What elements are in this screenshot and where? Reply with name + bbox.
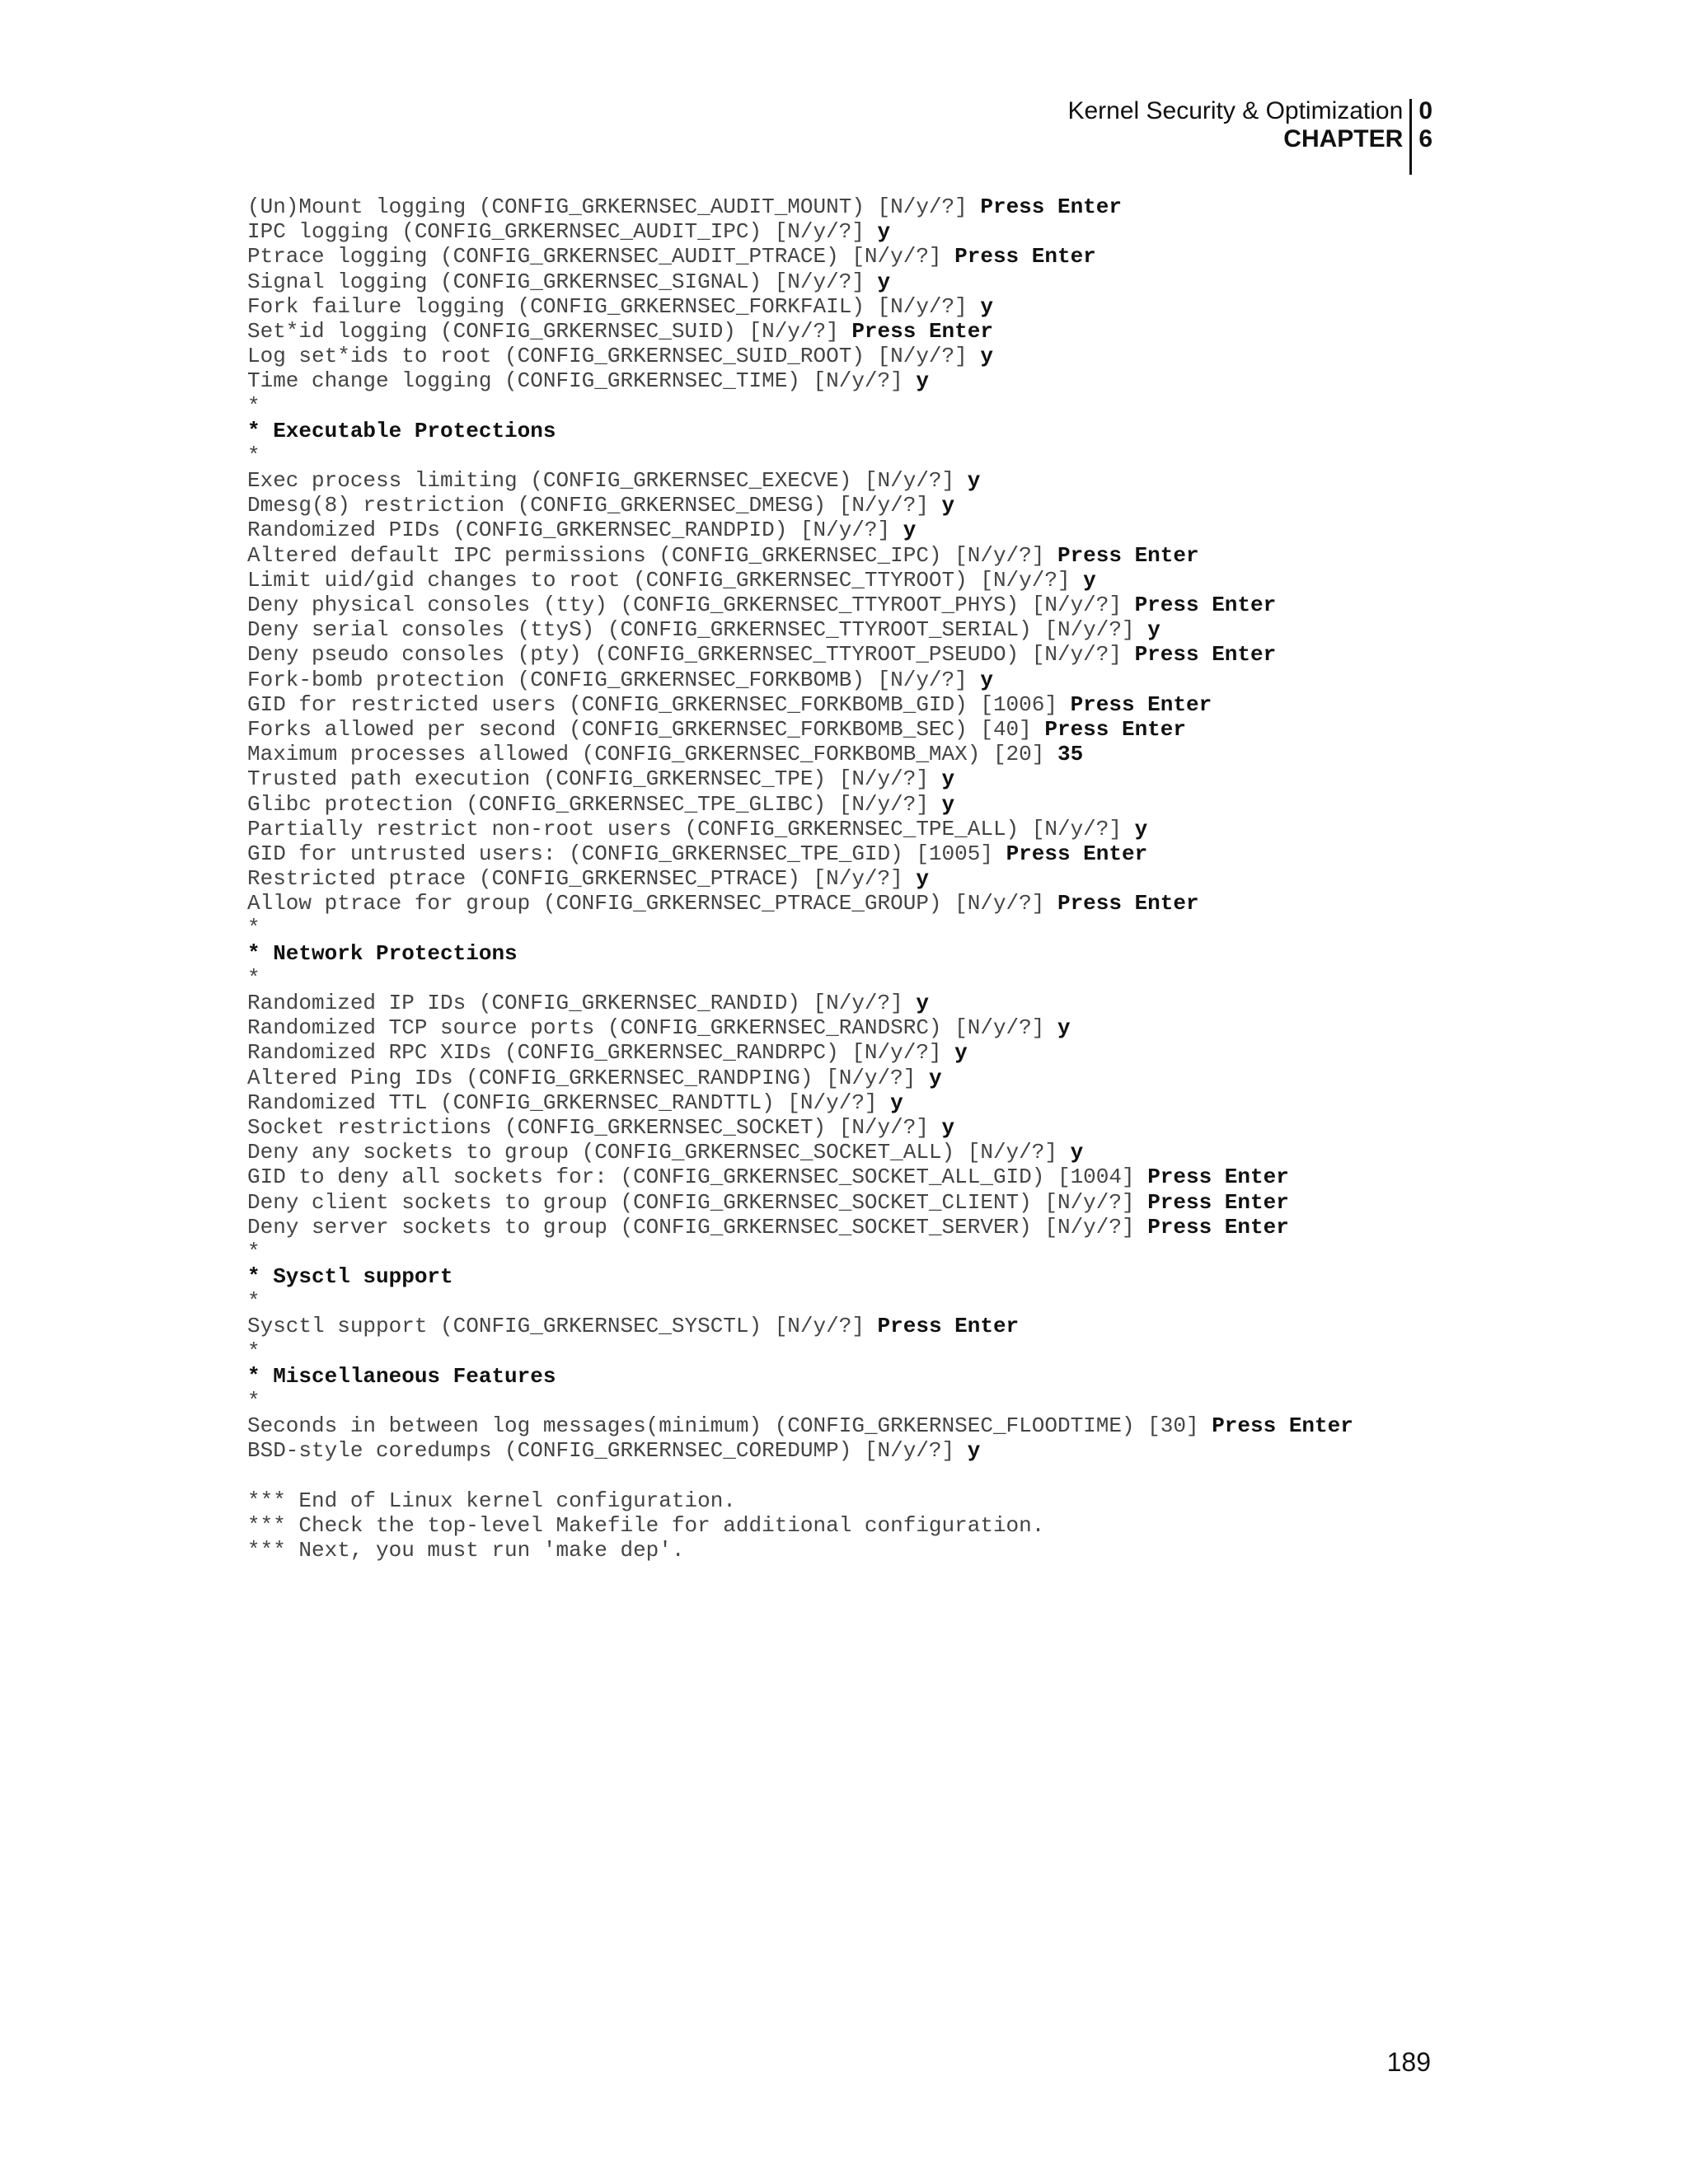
prompt-text: * xyxy=(247,393,260,419)
listing-line xyxy=(247,1413,1484,1438)
prompt-text: * xyxy=(247,916,260,941)
user-response: Press Enter xyxy=(877,1314,1020,1339)
listing-line xyxy=(247,668,1484,692)
listing-line xyxy=(247,1115,1484,1140)
user-response: y xyxy=(967,1438,981,1464)
listing-line xyxy=(247,368,1484,393)
user-response: y xyxy=(928,1065,942,1090)
prompt-text: Forks allowed per second (CONFIG_GRKERNSEC_FORKBOMB_SEC) [40] xyxy=(247,716,1045,742)
user-response: y xyxy=(903,518,917,543)
listing-line xyxy=(247,766,1484,791)
header-title: Kernel Security & Optimization xyxy=(1067,97,1404,124)
listing-line xyxy=(247,344,1484,368)
prompt-text: Ptrace logging (CONFIG_GRKERNSEC_AUDIT_PTRACE) [N/y/?] xyxy=(247,244,955,269)
page-number: 189 xyxy=(1386,2047,1431,2077)
user-response: Press Enter xyxy=(1147,1189,1289,1215)
listing-line xyxy=(247,394,1484,419)
user-response: y xyxy=(916,368,929,394)
user-response: Press Enter xyxy=(980,194,1122,219)
listing-line xyxy=(247,244,1484,269)
section-heading xyxy=(247,419,1484,443)
prompt-text: Fork failure logging (CONFIG_GRKERNSEC_FORKFAIL) [N/y/?] xyxy=(247,293,981,319)
user-response: y xyxy=(941,791,955,817)
listing-line xyxy=(247,518,1484,542)
prompt-text: Deny physical consoles (tty) (CONFIG_GRKERNSEC_TTYROOT_PHYS) [N/y/?] xyxy=(247,593,1135,617)
user-response: Press Enter xyxy=(1057,891,1199,916)
prompt-text: *** Next, you must run 'make dep'. xyxy=(247,1538,685,1563)
user-response: y xyxy=(1057,1015,1071,1041)
prompt-text: GID for restricted users (CONFIG_GRKERNSEC_FORKBOMB_GID) [1006] xyxy=(247,691,1071,717)
prompt-text: Partially restrict non-root users (CONFIG_GRKERNSEC_TPE_ALL) [N/y/?] xyxy=(247,816,1135,841)
prompt-text: Socket restrictions (CONFIG_GRKERNSEC_SOCKET) [N/y/?] xyxy=(247,1114,942,1140)
listing-line xyxy=(247,991,1484,1015)
listing-line xyxy=(247,219,1484,244)
user-response: y xyxy=(877,269,891,294)
section-heading-text: * Network Protections xyxy=(247,940,518,966)
user-response: y xyxy=(1070,1140,1084,1165)
prompt-text: *** Check the top-level Makefile for additional configuration. xyxy=(247,1512,1045,1538)
user-response: Press Enter xyxy=(1070,691,1212,717)
listing-line xyxy=(247,194,1484,219)
listing-line xyxy=(247,692,1484,717)
user-response: y xyxy=(1134,816,1148,841)
user-response: y xyxy=(890,1090,903,1115)
listing-line xyxy=(247,493,1484,518)
prompt-text: Altered Ping IDs (CONFIG_GRKERNSEC_RANDPING) [N/y/?] xyxy=(247,1065,929,1090)
user-response: y xyxy=(980,344,993,369)
config-listing xyxy=(247,194,1484,1563)
chapter-number-digit-1: 0 xyxy=(1418,97,1432,124)
prompt-text: Signal logging (CONFIG_GRKERNSEC_SIGNAL) [N/y/?] xyxy=(247,269,878,294)
listing-line xyxy=(247,642,1484,667)
prompt-text: * xyxy=(247,1239,260,1264)
prompt-text: Log set*ids to root (CONFIG_GRKERNSEC_SUID_ROOT) [N/y/?] xyxy=(247,344,981,369)
header-text xyxy=(1067,97,1409,175)
prompt-text: Altered default IPC permissions (CONFIG_GRKERNSEC_IPC) [N/y/?] xyxy=(247,542,1057,568)
user-response: y xyxy=(954,1040,968,1066)
user-response: y xyxy=(1147,617,1160,643)
listing-line xyxy=(247,1015,1484,1040)
user-response: y xyxy=(916,866,929,892)
listing-line xyxy=(247,1090,1484,1115)
listing-line xyxy=(247,1165,1484,1189)
prompt-text: Seconds in between log messages(minimum) (CONFIG_GRKERNSEC_FLOODTIME) [30] xyxy=(247,1413,1212,1439)
user-response: y xyxy=(941,1114,955,1140)
section-heading xyxy=(247,941,1484,966)
listing-line xyxy=(247,1190,1484,1215)
prompt-text: Deny pseudo consoles (pty) (CONFIG_GRKERNSEC_TTYROOT_PSEUDO) [N/y/?] xyxy=(247,642,1135,668)
prompt-text: Allow ptrace for group (CONFIG_GRKERNSEC_PTRACE_GROUP) [N/y/?] xyxy=(247,891,1057,916)
listing-line xyxy=(247,891,1484,916)
listing-line xyxy=(247,1140,1484,1165)
listing-line xyxy=(247,916,1484,940)
prompt-text: Randomized RPC XIDs (CONFIG_GRKERNSEC_RANDRPC) [N/y/?] xyxy=(247,1040,955,1066)
listing-line xyxy=(247,443,1484,468)
user-response: 35 xyxy=(1057,742,1084,767)
listing-line xyxy=(247,294,1484,319)
user-response: y xyxy=(916,991,929,1015)
listing-line xyxy=(247,742,1484,766)
prompt-text: Randomized PIDs (CONFIG_GRKERNSEC_RANDPID) [N/y/?] xyxy=(247,518,903,543)
listing-line xyxy=(247,841,1484,866)
prompt-text: * xyxy=(247,1289,260,1315)
prompt-text: Time change logging (CONFIG_GRKERNSEC_TIME) [N/y/?] xyxy=(247,368,917,394)
prompt-text: Exec process limiting (CONFIG_GRKERNSEC_EXECVE) [N/y/?] xyxy=(247,468,968,494)
listing-line xyxy=(247,717,1484,742)
listing-line xyxy=(247,593,1484,617)
user-response: Press Enter xyxy=(1212,1413,1353,1439)
prompt-text: Deny client sockets to group (CONFIG_GRKERNSEC_SOCKET_CLIENT) [N/y/?] xyxy=(247,1189,1148,1215)
listing-line xyxy=(247,543,1484,568)
listing-line xyxy=(247,617,1484,642)
prompt-text: Limit uid/gid changes to root (CONFIG_GRKERNSEC_TTYROOT) [N/y/?] xyxy=(247,567,1084,593)
listing-line xyxy=(247,1215,1484,1240)
header-chapter-label: CHAPTER xyxy=(1283,125,1404,152)
user-response: y xyxy=(941,766,955,792)
prompt-text: Fork-bomb protection (CONFIG_GRKERNSEC_FORKBOMB) [N/y/?] xyxy=(247,667,981,692)
user-response: Press Enter xyxy=(954,244,1096,269)
listing-line xyxy=(247,1538,1484,1563)
section-heading xyxy=(247,1264,1484,1289)
prompt-text: Trusted path execution (CONFIG_GRKERNSEC_TPE) [N/y/?] xyxy=(247,766,942,792)
prompt-text: Randomized TTL (CONFIG_GRKERNSEC_RANDTTL) [N/y/?] xyxy=(247,1090,891,1115)
prompt-text: Set*id logging (CONFIG_GRKERNSEC_SUID) [N/y/?] xyxy=(247,318,852,344)
user-response: y xyxy=(1083,567,1096,593)
listing-line xyxy=(247,792,1484,817)
prompt-text: Maximum processes allowed (CONFIG_GRKERNSEC_FORKBOMB_MAX) [20] xyxy=(247,742,1057,767)
prompt-text: * xyxy=(247,965,260,991)
prompt-text: BSD-style coredumps (CONFIG_GRKERNSEC_COREDUMP) [N/y/?] xyxy=(247,1438,968,1464)
prompt-text: IPC logging (CONFIG_GRKERNSEC_AUDIT_IPC) [N/y/?] xyxy=(247,219,878,245)
listing-line xyxy=(247,1339,1484,1364)
prompt-text: GID to deny all sockets for: (CONFIG_GRKERNSEC_SOCKET_ALL_GID) [1004] xyxy=(247,1165,1148,1190)
prompt-text: Dmesg(8) restriction (CONFIG_GRKERNSEC_DMESG) [N/y/?] xyxy=(247,493,942,518)
prompt-text: Restricted ptrace (CONFIG_GRKERNSEC_PTRACE) [N/y/?] xyxy=(247,866,917,892)
user-response: Press Enter xyxy=(1044,716,1186,742)
listing-line xyxy=(247,966,1484,991)
section-heading xyxy=(247,1364,1484,1389)
user-response: Press Enter xyxy=(1057,542,1199,568)
user-response: y xyxy=(941,493,955,518)
listing-line xyxy=(247,1464,1484,1488)
prompt-text: (Un)Mount logging (CONFIG_GRKERNSEC_AUDIT_MOUNT) [N/y/?] xyxy=(247,194,981,219)
user-response: Press Enter xyxy=(1134,593,1277,617)
prompt-text: * xyxy=(247,1389,260,1413)
prompt-text: Deny serial consoles (ttyS) (CONFIG_GRKERNSEC_TTYROOT_SERIAL) [N/y/?] xyxy=(247,617,1148,643)
user-response: Press Enter xyxy=(1006,841,1148,866)
listing-line xyxy=(247,1040,1484,1065)
user-response: Press Enter xyxy=(1147,1165,1289,1190)
prompt-text: GID for untrusted users: (CONFIG_GRKERNSEC_TPE_GID) [1005] xyxy=(247,841,1006,866)
prompt-text: *** End of Linux kernel configuration. xyxy=(247,1488,736,1513)
user-response: y xyxy=(967,468,981,494)
user-response: y xyxy=(877,219,891,245)
user-response: y xyxy=(980,667,993,692)
prompt-text: * xyxy=(247,1338,260,1364)
listing-line xyxy=(247,568,1484,593)
section-heading-text: * Executable Protections xyxy=(247,418,556,443)
listing-line xyxy=(247,1513,1484,1538)
listing-line xyxy=(247,1289,1484,1314)
listing-line xyxy=(247,319,1484,344)
user-response: Press Enter xyxy=(1134,642,1277,668)
listing-line xyxy=(247,1240,1484,1264)
listing-line xyxy=(247,1066,1484,1090)
prompt-text: Deny any sockets to group (CONFIG_GRKERNSEC_SOCKET_ALL) [N/y/?] xyxy=(247,1140,1071,1165)
user-response: y xyxy=(980,293,993,319)
listing-line xyxy=(247,269,1484,294)
prompt-text: Sysctl support (CONFIG_GRKERNSEC_SYSCTL) [N/y/?] xyxy=(247,1314,878,1339)
prompt-text: Glibc protection (CONFIG_GRKERNSEC_TPE_GLIBC) [N/y/?] xyxy=(247,791,942,817)
prompt-text: Deny server sockets to group (CONFIG_GRKERNSEC_SOCKET_SERVER) [N/y/?] xyxy=(247,1214,1148,1240)
section-heading-text: * Sysctl support xyxy=(247,1264,453,1290)
prompt-text: * xyxy=(247,443,260,468)
chapter-number-digit-2: 6 xyxy=(1418,125,1432,152)
listing-line xyxy=(247,1488,1484,1513)
prompt-text: Randomized TCP source ports (CONFIG_GRKERNSEC_RANDSRC) [N/y/?] xyxy=(247,1015,1057,1041)
listing-line xyxy=(247,468,1484,493)
listing-line xyxy=(247,817,1484,841)
prompt-text: Randomized IP IDs (CONFIG_GRKERNSEC_RANDID) [N/y/?] xyxy=(247,991,917,1015)
section-heading-text: * Miscellaneous Features xyxy=(247,1363,556,1389)
header-chapter-number xyxy=(1412,97,1432,175)
user-response: Press Enter xyxy=(1147,1214,1289,1240)
user-response: Press Enter xyxy=(851,318,993,344)
listing-line xyxy=(247,1389,1484,1413)
listing-line xyxy=(247,1314,1484,1338)
listing-line xyxy=(247,866,1484,891)
listing-line xyxy=(247,1438,1484,1463)
running-header xyxy=(1067,97,1432,175)
